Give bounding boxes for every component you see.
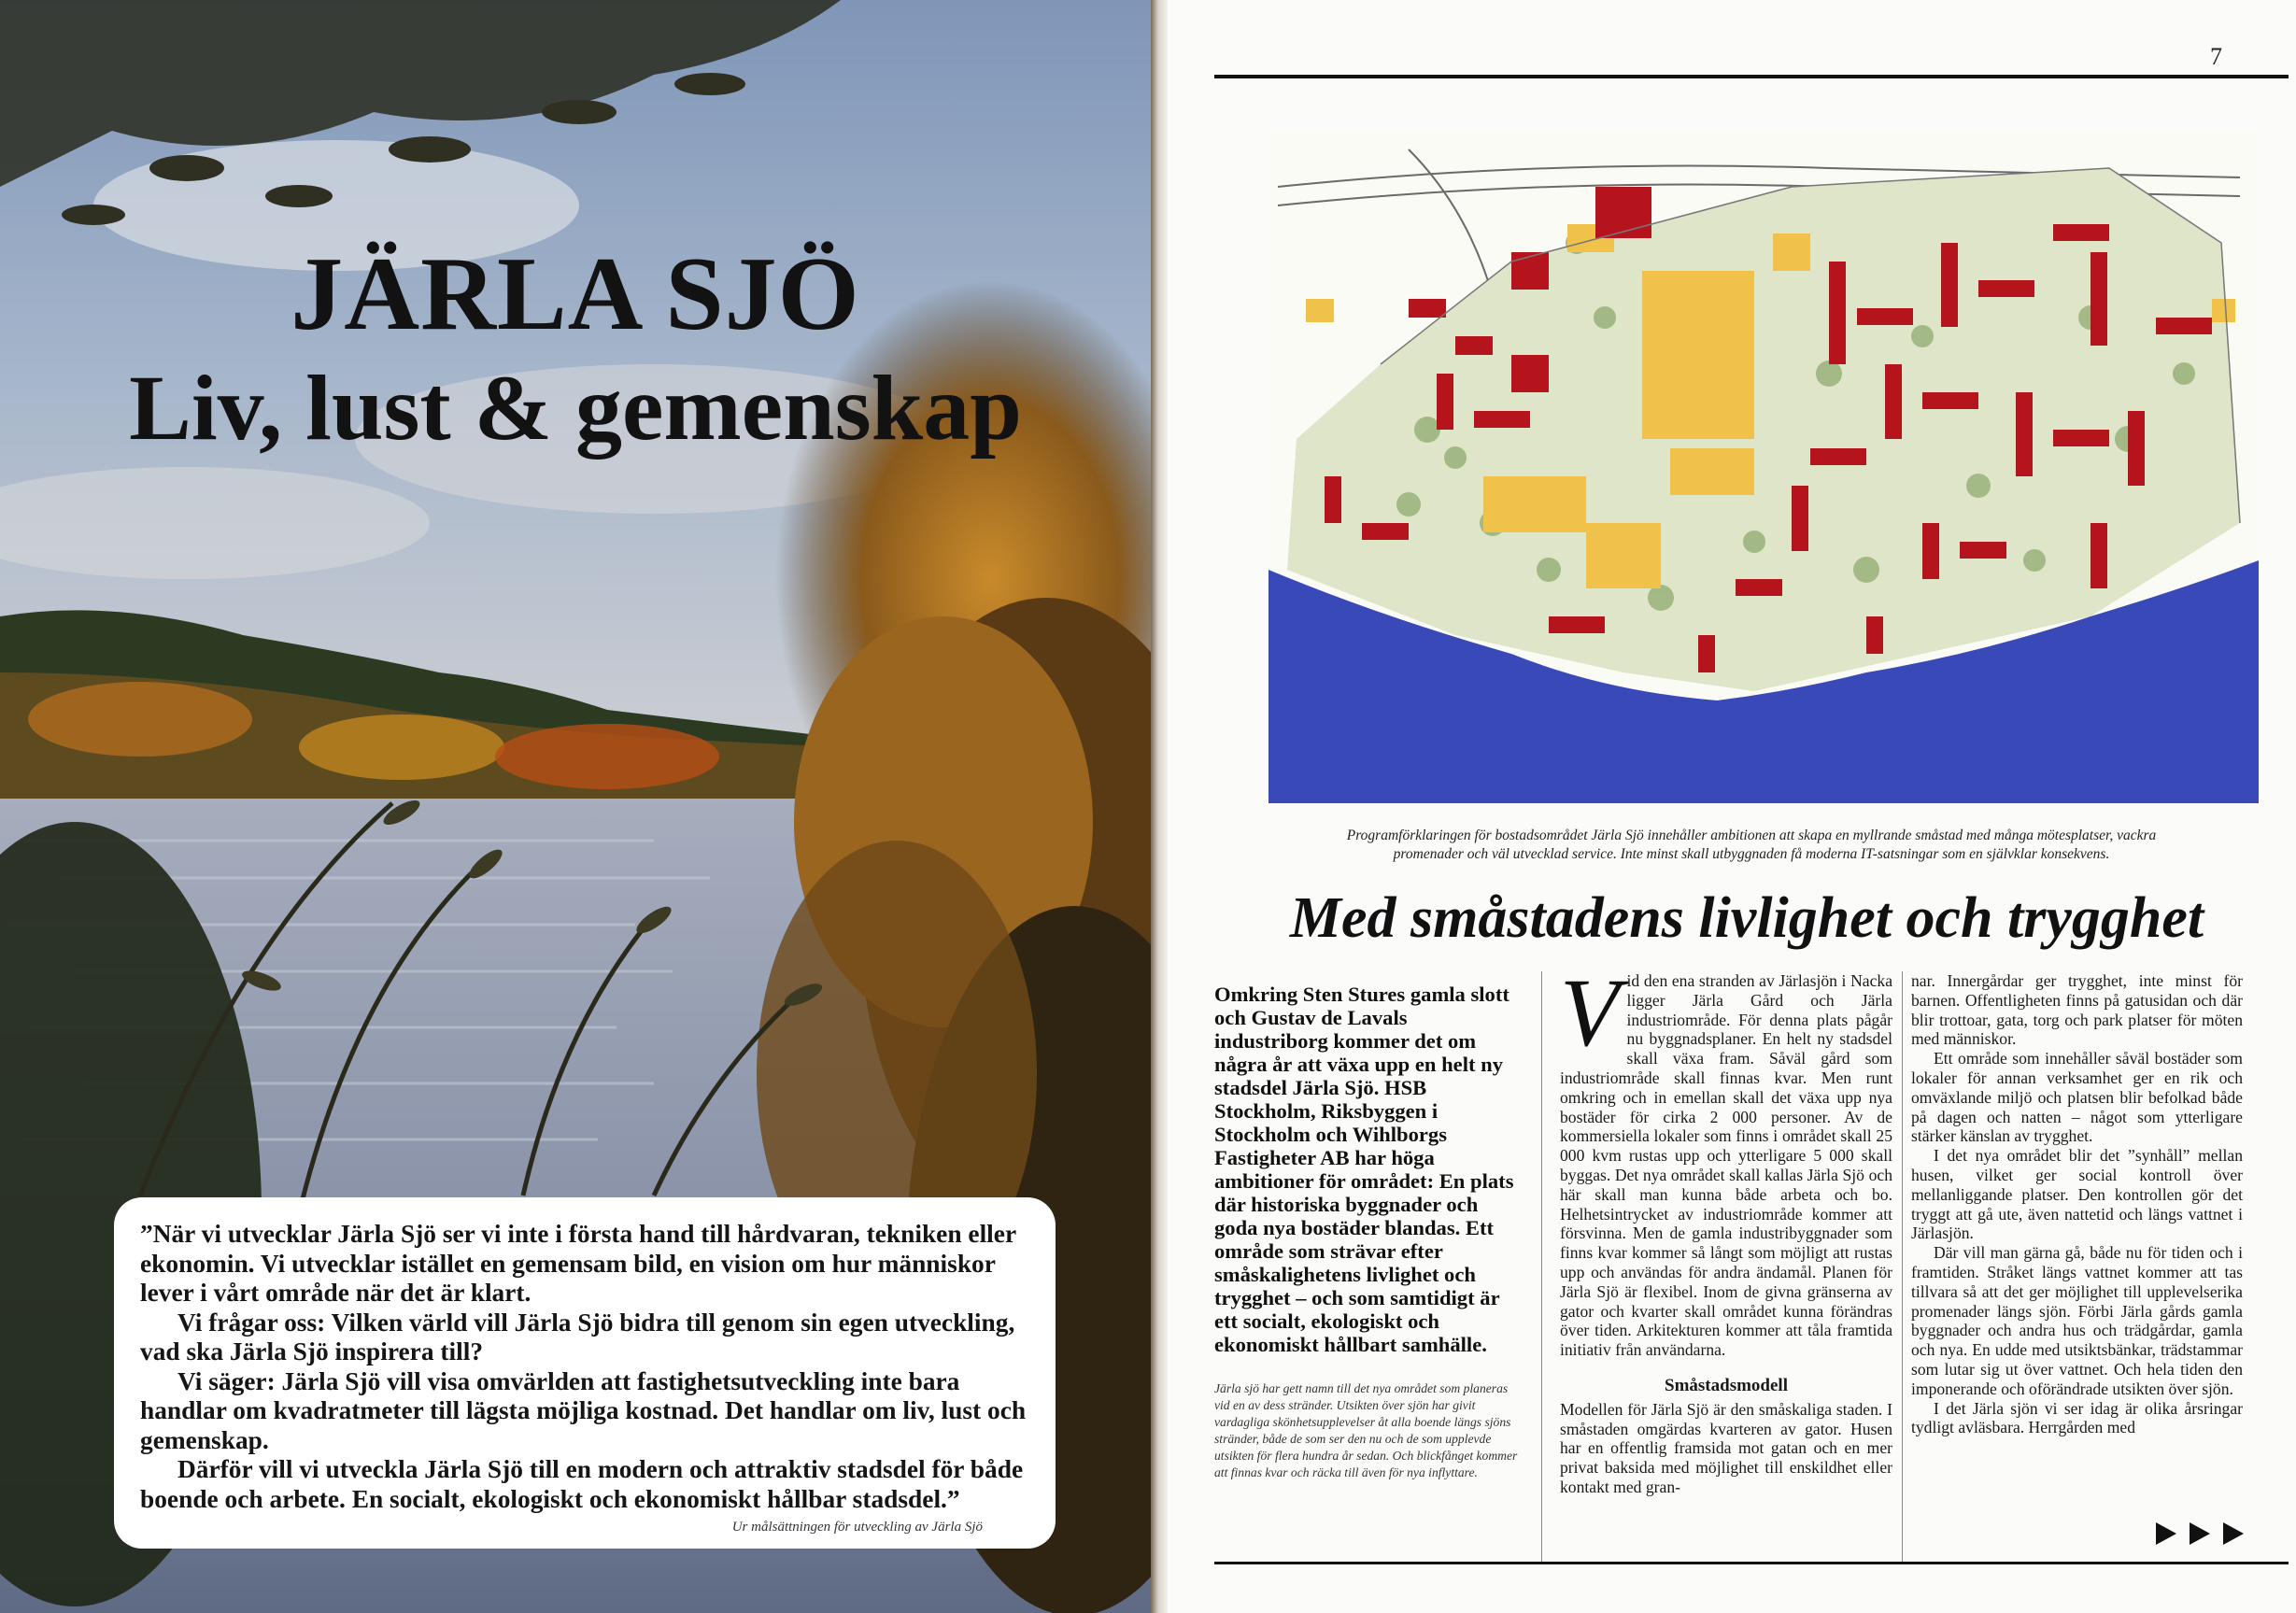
plan-caption <box>1214 827 2289 864</box>
plan-caption-line: promenader och väl utvecklad service. Inte minst skall utbyggnaden få moderna IT-satsningar som en självklar konsekvens. <box>1393 846 2110 862</box>
body-paragraph: nar. Innergårdar ger trygghet, inte minst för barnen. Offentligheten finns på gatusidan och där blir trottoar, gata, torg och park platser för möten med människor. <box>1911 971 2243 1049</box>
body-paragraph: Där vill man gärna gå, både nu för tiden och i framtiden. Stråket längs vattnet kommer att tas tillvara så att det ger möjlighet till upplevelserika promenader längs sjön. Förbi Järla gårds gamla byggnader och andra hus och trädgårdar, gamla och nya. En udde med utsiktsbänkar, trädstammar som lutar sig ut över vattnet. Och hela tiden den imponerande och oförändrade utsikten över sjön. <box>1911 1243 2243 1398</box>
quote-text <box>140 1220 1029 1514</box>
drop-cap: V <box>1560 959 1620 1067</box>
body-paragraph: I det nya området blir det ”synhåll” mellan husen, vilket ger social kontroll över mellanliggande platser. Den kontrollen gör det tryggt att gå ute, även nattetid och längs vattnet i Järlasjön. <box>1911 1146 2243 1243</box>
main-subtitle: Liv, lust & gemenskap <box>129 356 1022 460</box>
subheading: Småstadsmodell <box>1665 1375 1788 1395</box>
site-plan-map <box>1268 131 2259 803</box>
body-paragraph: Ett område som innehåller såväl bostäder som lokaler för annan verksamhet ger en rik och omväxlande miljö och platsen blir befolkad både på dagen och natten – något som ytterligare stärker känslan av trygghet. <box>1911 1049 2243 1146</box>
body-paragraph: Modellen för Järla Sjö är den småskaliga staden. I småstaden omgärdas kvarteren av gator. Husen har en offentlig framsida mot gatan och en mer privat baksida med möjlighet till enskildhet eller kontakt med gran- <box>1560 1399 1892 1496</box>
quote-paragraph: Därför vill vi utveckla Järla Sjö till en modern och attraktiv stadsdel för både boende och arbete. En socialt, ekologiskt och ekonomiskt hållbar stadsdel.” <box>140 1455 1024 1513</box>
quote-box <box>114 1197 1056 1549</box>
title-block <box>0 238 1151 460</box>
quote-credit: Ur målsättningen för utveckling av Järla Sjö <box>731 1520 983 1535</box>
continue-arrows-icon <box>2156 1521 2249 1547</box>
quote-paragraph: Vi frågar oss: Vilken värld vill Järla Sjö bidra till genom sin egen utveckling, vad ska Järla Sjö inspirera till? <box>140 1308 1015 1365</box>
quote-paragraph: ”När vi utvecklar Järla Sjö ser vi inte i första hand till hårdvaran, tekniken eller ekonomin. Vi utvecklar istället en gemensam bild, en vision om hur människor lever i vårt område när det är klart. <box>140 1220 1016 1307</box>
main-title: JÄRLA SJÖ <box>291 236 860 352</box>
top-rule <box>1214 75 2289 78</box>
body-paragraph: id den ena stranden av Järlasjön i Nacka ligger Järla Gård och Järla industriområde. För denna plats pågår nu byggnadsplaner. En helt ny stadsdel skall växa fram. Såväl gård som industriområde skall finnas kvar. Men runt omkring och in emellan skall det växa upp nya bostäder för cirka 2 000 personer. Av de kommersiella lokaler som finns i området skall 25 000 kvm rustas upp och ytterligare 5 000 skall byggas. Det nya området skall kallas Järla Sjö och här skall man kunna både arbeta och bo. Helhetsintrycket av industriområde kommer att försvinna. Men de gamla industribyggnader som finns kvar kommer så långt som möjligt att rustas upp och användas för andra ändamål. Planen för Järla Sjö är flexibel. Inom de givna gränserna av gator och kvarter skall området kunna förändras över tiden. Arkitekturen kommer att tåla framtida initiativ från användarna. <box>1560 971 1892 1360</box>
body-paragraph: I det Järla sjön vi ser idag är olika årsringar tydligt avläsbara. Herrgården med <box>1911 1398 2243 1437</box>
right-page <box>1168 0 2296 1613</box>
page-gutter <box>1151 0 1168 1613</box>
column-divider <box>1541 971 1542 1562</box>
bottom-rule <box>1214 1562 2289 1564</box>
page-number: 7 <box>2210 43 2222 70</box>
sidebar-note: Järla sjö har gett namn till det nya området som planeras vid en av dess stränder. Utsikten över sjön har givit vardagliga skönhetsupplevelser åt alla boende längs sjöns stränder, både de som ser den nu och de som upplevde utsikten för flera hundra år sedan. Och blickfånget kommer att finnas kvar och räcka till även för nya inflyttare. <box>1214 1381 1518 1479</box>
plan-caption-line: Programförklaringen för bostadsområdet Järla Sjö innehåller ambitionen att skapa en myllrande småstad med många mötesplatser, vackra <box>1346 828 2157 843</box>
column-2 <box>1560 959 1892 1497</box>
column-divider <box>1902 971 1903 1562</box>
article-headline: Med småstadens livlighet och trygghet <box>1289 886 2204 950</box>
column-3 <box>1911 971 2243 1437</box>
quote-paragraph: Vi säger: Järla Sjö vill visa omvärlden att fastighetsutveckling inte bara handlar om kvadratmeter till lägsta möjliga kostnad. Det handlar om liv, lust och gemenskap. <box>140 1366 1027 1454</box>
column-1 <box>1214 983 1521 1481</box>
lead-paragraph: Omkring Sten Stures gamla slott och Gustav de Lavals industriborg kommer det om några år att växa upp en helt ny stadsdel Järla Sjö. HSB Stockholm, Riksbyggen i Stockholm och Wihlborgs Fastigheter AB har höga ambitioner för området: En plats där historiska byggnader och goda nya bostäder blandas. Ett område som strävar efter småskalighetens livlighet och trygghet – och som samtidigt är ett socialt, ekologiskt och ekonomiskt hållbart samhälle. <box>1214 983 1514 1356</box>
